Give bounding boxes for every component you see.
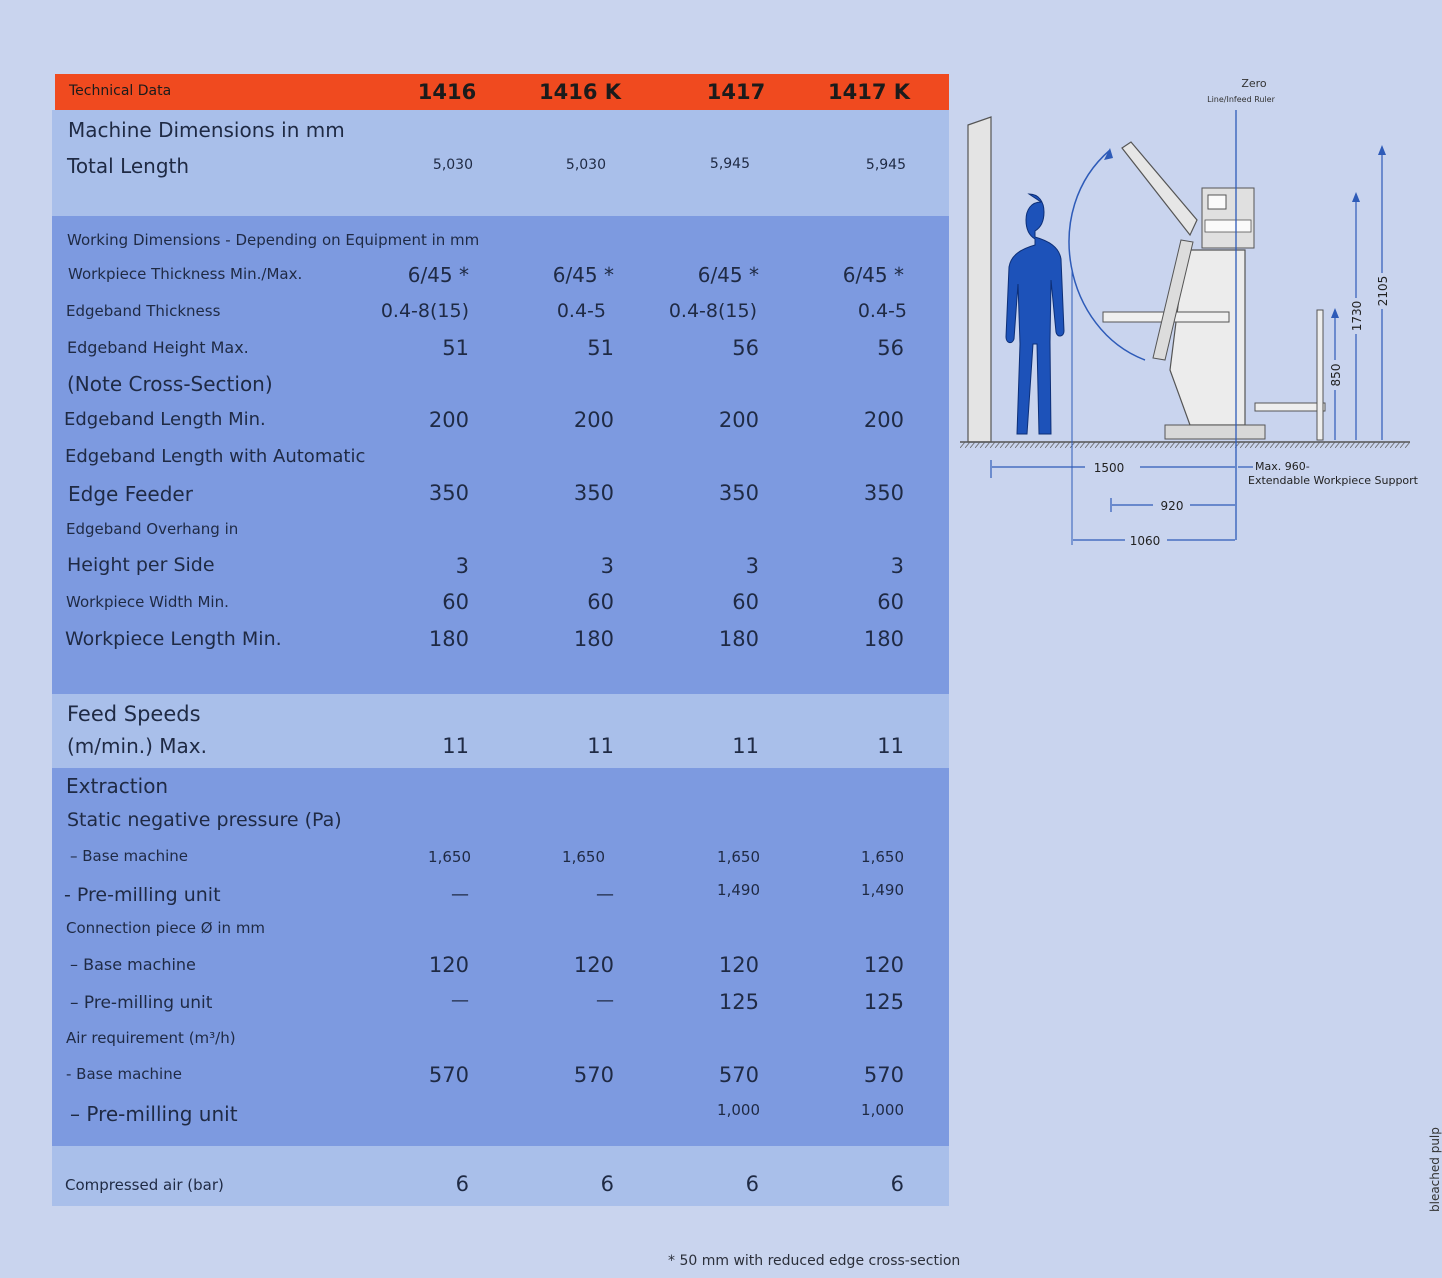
section-extraction: Extraction	[66, 774, 169, 798]
cell-1417k: 1,000	[861, 1101, 904, 1119]
cell-1416k: 120	[573, 953, 614, 977]
dim-1500: 1500	[1093, 461, 1125, 475]
row-label: - Base machine	[66, 1065, 182, 1083]
row-label: Edgeband Length Min.	[64, 409, 266, 430]
section-working: Working Dimensions - Depending on Equipment in mm	[67, 231, 480, 249]
control-screen	[1208, 195, 1226, 209]
cell-1416k: 11	[587, 734, 614, 758]
support-leg	[1317, 310, 1323, 440]
cell-1417k: 5,945	[865, 157, 906, 173]
cell-1416: 3	[455, 554, 469, 578]
dim-1730-arrow	[1352, 192, 1360, 202]
row-label: Workpiece Length Min.	[65, 628, 282, 650]
section-static: Static negative pressure (Pa)	[67, 809, 342, 831]
cell-1416: 11	[442, 734, 469, 758]
section-connection: Connection piece Ø in mm	[66, 919, 266, 937]
cell-1417: 3	[745, 554, 759, 578]
row-label: (m/min.) Max.	[67, 734, 207, 758]
cell-1416k: —	[596, 884, 614, 905]
workpiece-support	[1255, 403, 1325, 411]
cell-1416: —	[451, 884, 469, 905]
cell-1416: 200	[428, 408, 469, 432]
row-label: Compressed air (bar)	[65, 1176, 224, 1194]
cell-1417k: 1,650	[861, 848, 904, 866]
cell-1417k: 11	[877, 734, 904, 758]
section-machine: Machine Dimensions in mm	[68, 118, 345, 142]
max-960-label: Max. 960-	[1255, 460, 1310, 473]
cell-1417: 11	[732, 734, 759, 758]
cell-1416k: 6/45 *	[552, 263, 614, 287]
row-label: - Pre-milling unit	[64, 884, 221, 906]
cell-1416k: 5,030	[565, 157, 606, 173]
person-silhouette	[1006, 194, 1064, 434]
infeed-ruler-label: Line/Infeed Ruler	[1207, 95, 1275, 104]
cell-1416k: 350	[573, 481, 614, 505]
cell-1416k: 180	[573, 627, 614, 651]
cell-1416k: 60	[587, 590, 614, 614]
cell-1416: 0.4-8(15)	[380, 300, 469, 322]
dim-850-arrow	[1331, 308, 1339, 318]
cell-1417: 180	[718, 627, 759, 651]
cell-1417: 570	[718, 1063, 759, 1087]
cell-1416: 60	[442, 590, 469, 614]
row-label: Edgeband Height Max.	[67, 338, 249, 357]
cell-1417k: 6/45 *	[842, 263, 904, 287]
cell-1417k: 6	[890, 1172, 904, 1196]
cell-1417: 6	[745, 1172, 759, 1196]
wall	[968, 117, 991, 442]
zero-label: Zero	[1241, 77, 1267, 90]
cell-1417k: 125	[863, 990, 904, 1014]
row-label: Workpiece Thickness Min./Max.	[68, 265, 303, 283]
cell-1417k: 200	[863, 408, 904, 432]
model-1416k: 1416 K	[538, 80, 622, 104]
dim-920: 920	[1160, 499, 1184, 513]
cell-1417k: 570	[863, 1063, 904, 1087]
cell-1417: 120	[718, 953, 759, 977]
machine-base	[1165, 425, 1265, 439]
cell-1417k: 1,490	[861, 881, 904, 899]
cell-1416: 180	[428, 627, 469, 651]
cell-1416k: 1,650	[562, 848, 605, 866]
cell-1417: 1,490	[717, 881, 760, 899]
section-air: Air requirement (m³/h)	[66, 1029, 236, 1047]
cell-1416: 1,650	[428, 848, 471, 866]
cell-1417k: 60	[877, 590, 904, 614]
cell-1416: 570	[428, 1063, 469, 1087]
row-label: – Base machine	[70, 955, 196, 974]
cell-1416: 120	[428, 953, 469, 977]
row-label: Workpiece Width Min.	[66, 593, 229, 611]
model-1417: 1417	[706, 80, 766, 104]
cell-1417k: 180	[863, 627, 904, 651]
model-1416: 1416	[417, 80, 477, 104]
swing-arc	[1069, 150, 1145, 360]
section-feed: Feed Speeds	[67, 702, 201, 726]
row-label: Total Length	[67, 154, 190, 178]
dim-2105: 2105	[1376, 275, 1390, 307]
extendable-support-label: Extendable Workpiece Support	[1248, 474, 1418, 487]
cell-1417: 5,945	[709, 156, 750, 172]
cell-1417: 1,000	[717, 1101, 760, 1119]
table-header	[55, 74, 949, 110]
cell-1416: 51	[442, 336, 469, 360]
cell-1417: 56	[732, 336, 759, 360]
cell-1416k: 0.4-5	[556, 300, 606, 322]
dim-850: 850	[1329, 363, 1343, 387]
cell-1416k: 570	[573, 1063, 614, 1087]
cell-1416: 5,030	[432, 157, 473, 173]
model-1417k: 1417 K	[827, 80, 911, 104]
machine-diagram	[955, 70, 1425, 570]
cell-1417: 1,650	[717, 848, 760, 866]
header-label: Technical Data	[69, 83, 172, 99]
row-label: Edge Feeder	[68, 482, 193, 506]
footnote: * 50 mm with reduced edge cross-section	[668, 1253, 961, 1269]
control-buttons	[1205, 220, 1251, 232]
cell-1417: 60	[732, 590, 759, 614]
cell-1416k: —	[596, 990, 614, 1011]
cell-1417: 125	[718, 990, 759, 1014]
cell-1417k: 0.4-5	[857, 300, 907, 322]
row-label: – Pre-milling unit	[70, 1102, 238, 1126]
cell-1416: 350	[428, 481, 469, 505]
cell-1416k: 3	[600, 554, 614, 578]
dim-1730: 1730	[1350, 300, 1364, 332]
row-label: – Base machine	[70, 847, 189, 865]
side-note: bleached pulp	[1428, 1127, 1442, 1212]
row-label: Height per Side	[67, 554, 215, 576]
dim-1060: 1060	[1129, 534, 1161, 548]
section-note-cross: (Note Cross-Section)	[67, 372, 273, 396]
cell-1417: 350	[718, 481, 759, 505]
cell-1416: 6	[455, 1172, 469, 1196]
cell-1417k: 350	[863, 481, 904, 505]
cell-1417: 6/45 *	[697, 263, 759, 287]
machine-lid	[1122, 142, 1197, 235]
row-label: Edgeband Thickness	[66, 302, 221, 320]
cell-1417k: 120	[863, 953, 904, 977]
cell-1416k: 200	[573, 408, 614, 432]
cell-1416k: 6	[600, 1172, 614, 1196]
section-overhang: Edgeband Overhang in	[66, 520, 239, 538]
cell-1416: —	[451, 990, 469, 1011]
cell-1417: 0.4-8(15)	[668, 300, 757, 322]
row-label: – Pre-milling unit	[70, 993, 213, 1013]
cell-1417k: 56	[877, 336, 904, 360]
dim-2105-arrow	[1378, 145, 1386, 155]
cell-1417k: 3	[890, 554, 904, 578]
cell-1416: 6/45 *	[407, 263, 469, 287]
cell-1416k: 51	[587, 336, 614, 360]
section-edgeband-auto: Edgeband Length with Automatic	[65, 446, 366, 467]
floor-hatch	[960, 442, 1410, 448]
cell-1417: 200	[718, 408, 759, 432]
